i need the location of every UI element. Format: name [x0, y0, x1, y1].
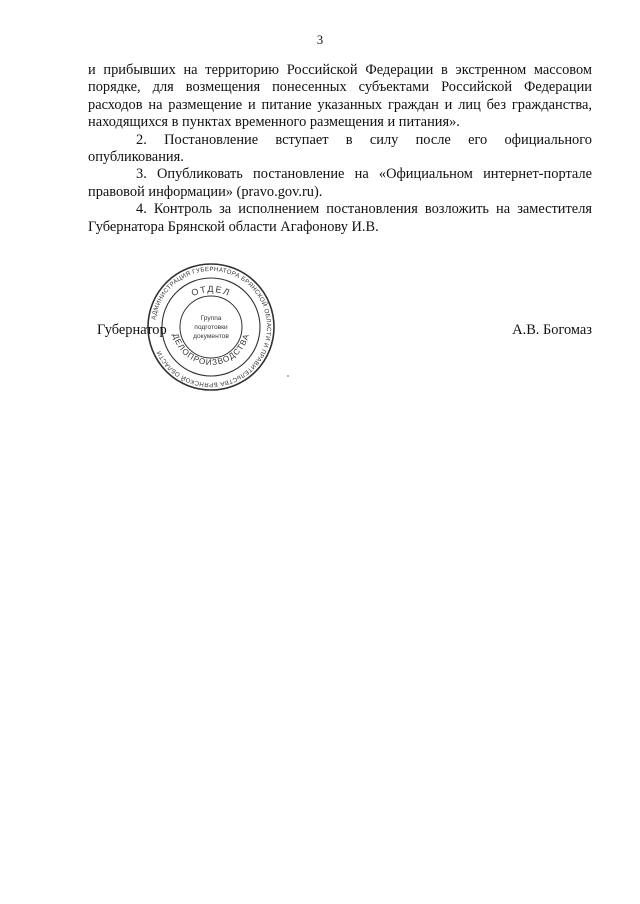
scan-speck: [287, 375, 289, 377]
page-number: 3: [316, 33, 324, 47]
paragraph-item-4: 4. Контроль за исполнением постановления возложить на заместителя Губернатора Брянской области Агафонову И.В.: [88, 201, 592, 235]
stamp-center-line-1: Группа: [200, 315, 222, 322]
paragraph-item-2: 2. Постановление вступает в силу после его официального опубликования.: [88, 131, 592, 166]
paragraph-continuation: и прибывших на территорию Российской Федерации в экстренном массовом порядке, для возмещения понесенных субъектами Российской Федерации расходов на размещение и питание указанных граждан и лиц без гражданства, находящихся в пунктах временного размещения и питания».: [88, 62, 592, 131]
stamp-outer-text: АДМИНИСТРАЦИЯ ГУБЕРНАТОРА БРЯНСКОЙ ОБЛАСТИ И ПРАВИТЕЛЬСТВА БРЯНСКОЙ ОБЛАСТИ: [150, 265, 273, 389]
signatory-title: Губернатор: [97, 322, 167, 338]
stamp-division-text: ДЕЛОПРОИЗВОДСТВА: [170, 332, 252, 368]
stamp-department-text: ОТДЕЛ: [189, 283, 233, 299]
stamp-center-line-3: документов: [193, 333, 229, 340]
signatory-name: А.В. Богомаз: [512, 322, 592, 338]
signature-block: [97, 319, 592, 341]
paragraph-item-3: 3. Опубликовать постановление на «Официальном интернет-портале правовой информации» (pravo.gov.ru).: [88, 166, 592, 200]
document-body: [88, 62, 592, 236]
stamp-center-line-2: подготовки: [194, 324, 228, 331]
